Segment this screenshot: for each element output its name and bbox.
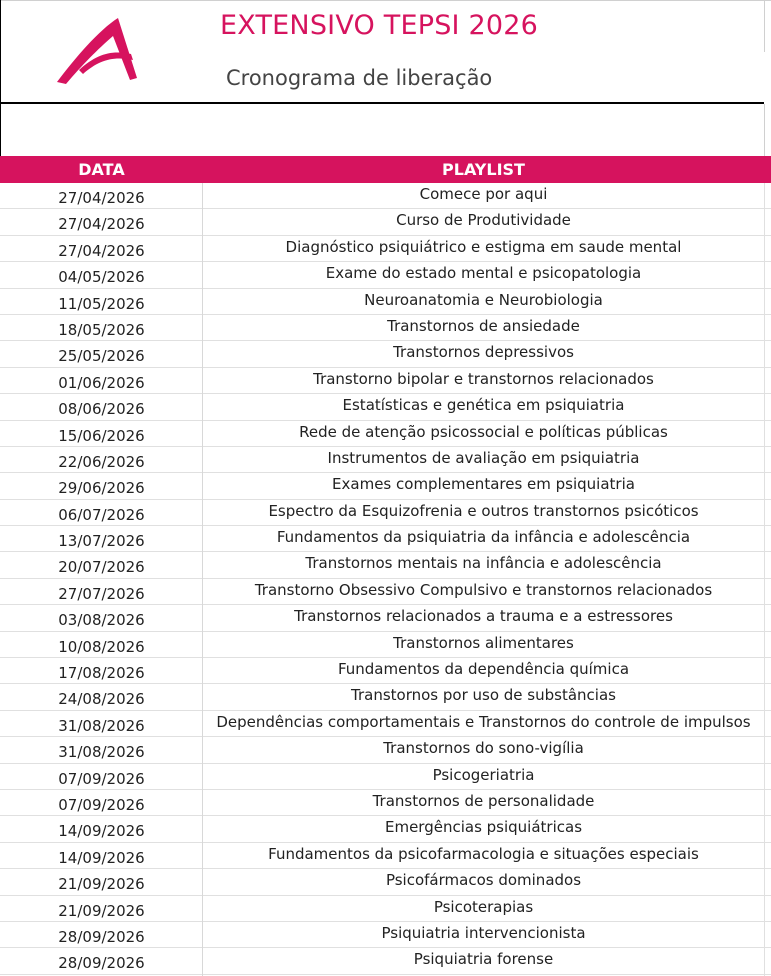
table-row: [0, 684, 771, 710]
header: [0, 0, 771, 104]
row-playlist: Fundamentos da psiquiatria da infância e adolescência: [276, 528, 691, 547]
row-playlist: Comece por aqui: [419, 185, 548, 203]
row-date: 25/05/2026: [58, 347, 145, 366]
row-playlist: Neuroanatomia e Neurobiologia: [364, 290, 603, 309]
row-playlist: Transtornos alimentares: [393, 633, 574, 652]
row-date: 11/05/2026: [58, 294, 145, 313]
row-date: 27/04/2026: [58, 241, 145, 260]
logo-icon: [53, 14, 143, 86]
column-header-date: DATA: [78, 160, 125, 179]
row-date: 21/09/2026: [58, 875, 145, 894]
row-date: 27/04/2026: [58, 215, 145, 234]
row-playlist: Espectro da Esquizofrenia e outros transtornos psicóticos: [268, 501, 699, 520]
row-date: 08/06/2026: [58, 400, 145, 419]
table-row: [0, 896, 771, 922]
table-row: [0, 209, 771, 235]
table-row: [0, 948, 771, 974]
row-date: 21/09/2026: [58, 901, 145, 920]
row-playlist: Transtorno Obsessivo Compulsivo e transtornos relacionados: [254, 580, 713, 599]
table-row: [0, 500, 771, 526]
row-date: 17/08/2026: [58, 664, 145, 683]
row-date: 18/05/2026: [58, 320, 145, 339]
table-header: [0, 156, 771, 183]
table-row: [0, 605, 771, 631]
row-playlist: Transtornos por uso de substâncias: [351, 686, 616, 705]
row-playlist: Transtorno bipolar e transtornos relacionados: [313, 369, 654, 388]
spacer-right-border: [764, 104, 765, 156]
row-date: 13/07/2026: [58, 532, 145, 551]
table-row: [0, 368, 771, 394]
table-row: [0, 262, 771, 288]
table-row: [0, 658, 771, 684]
table-row: [0, 447, 771, 473]
table-row: [0, 764, 771, 790]
header-right-border: [764, 0, 765, 52]
table-row: [0, 922, 771, 948]
row-date: 15/06/2026: [58, 426, 145, 445]
row-date: 31/08/2026: [58, 743, 145, 762]
row-date: 27/04/2026: [58, 189, 145, 207]
row-playlist: Psiquiatria forense: [413, 950, 554, 969]
table-row: [0, 579, 771, 605]
row-playlist: Exames complementares em psiquiatria: [332, 475, 635, 494]
row-playlist: Transtornos mentais na infância e adolescência: [305, 554, 662, 573]
row-date: 31/08/2026: [58, 716, 145, 735]
table-row: [0, 552, 771, 578]
table-row: [0, 183, 771, 209]
table-row: [0, 341, 771, 367]
row-date: 20/07/2026: [58, 558, 145, 577]
row-playlist: Instrumentos de avaliação em psiquiatria: [327, 448, 640, 467]
row-playlist: Curso de Produtividade: [396, 211, 571, 230]
table-row: [0, 737, 771, 763]
table-row: [0, 473, 771, 499]
row-date: 28/09/2026: [58, 954, 145, 973]
table-row: [0, 289, 771, 315]
row-playlist: Psicofármacos dominados: [385, 871, 582, 890]
row-playlist: Psiquiatria intervencionista: [381, 923, 586, 942]
page-title: EXTENSIVO TEPSI 2026: [220, 10, 538, 41]
spacer-row: [0, 104, 771, 156]
table-row: [0, 711, 771, 737]
row-date: 07/09/2026: [58, 769, 145, 788]
row-date: 14/09/2026: [58, 848, 145, 867]
row-playlist: Psicogeriatria: [432, 765, 535, 784]
table-row: [0, 236, 771, 262]
row-playlist: Transtornos depressivos: [393, 343, 574, 362]
row-playlist: Fundamentos da dependência química: [337, 660, 630, 679]
table-row: [0, 315, 771, 341]
row-date: 28/09/2026: [58, 927, 145, 946]
row-playlist: Dependências comportamentais e Transtornos do controle de impulsos: [216, 712, 751, 731]
row-playlist: Transtornos do sono-vigília: [383, 739, 584, 758]
header-left-border: [0, 0, 1, 104]
row-playlist: Rede de atenção psicossocial e políticas públicas: [299, 422, 668, 441]
row-playlist: Transtornos de personalidade: [372, 791, 595, 810]
spacer-left-border: [0, 104, 1, 156]
table-row: [0, 869, 771, 895]
header-top-border: [0, 0, 771, 1]
row-date: 04/05/2026: [58, 268, 145, 287]
row-date: 14/09/2026: [58, 822, 145, 841]
schedule-table-body: [0, 183, 771, 975]
table-row: [0, 421, 771, 447]
right-column-divider: [764, 183, 765, 976]
row-playlist: Emergências psiquiátricas: [384, 818, 583, 837]
column-divider: [202, 183, 203, 976]
row-playlist: Diagnóstico psiquiátrico e estigma em saude mental: [285, 237, 682, 256]
page-subtitle: Cronograma de liberação: [226, 66, 493, 90]
row-date: 07/09/2026: [58, 795, 145, 814]
column-header-playlist: PLAYLIST: [442, 160, 525, 179]
table-row: [0, 843, 771, 869]
row-date: 03/08/2026: [58, 611, 145, 630]
table-row: [0, 632, 771, 658]
row-playlist: Transtornos relacionados a trauma e a estressores: [294, 607, 673, 626]
row-date: 24/08/2026: [58, 690, 145, 709]
row-playlist: Transtornos de ansiedade: [387, 316, 580, 335]
row-date: 01/06/2026: [58, 373, 145, 392]
table-row: [0, 526, 771, 552]
row-date: 06/07/2026: [58, 505, 145, 524]
row-date: 29/06/2026: [58, 479, 145, 498]
row-playlist: Fundamentos da psicofarmacologia e situações especiais: [268, 844, 699, 863]
row-playlist: Exame do estado mental e psicopatologia: [325, 264, 642, 283]
row-playlist: Psicoterapias: [433, 897, 534, 916]
table-row: [0, 816, 771, 842]
table-row: [0, 790, 771, 816]
table-row: [0, 394, 771, 420]
row-playlist: Estatísticas e genética em psiquiatria: [342, 396, 625, 415]
row-date: 22/06/2026: [58, 452, 145, 471]
row-date: 10/08/2026: [58, 637, 145, 656]
row-date: 27/07/2026: [58, 584, 145, 603]
